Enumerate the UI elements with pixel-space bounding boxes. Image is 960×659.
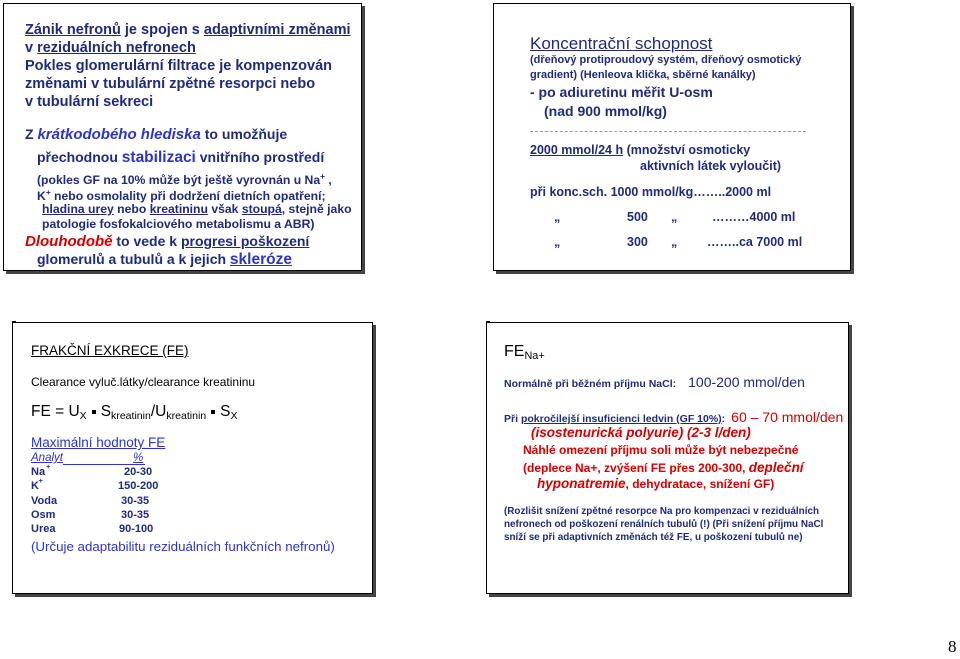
text-line: Dlouhodobě to vede k progresi poškození xyxy=(25,233,310,250)
divider xyxy=(530,131,806,132)
text-line: „ 300 „ ……..ca 7000 ml xyxy=(554,235,803,249)
text-line: v reziduálních nefronech xyxy=(25,40,196,56)
underline xyxy=(63,464,145,465)
text-line: v tubulární sekreci xyxy=(25,94,154,110)
page-number: 8 xyxy=(948,637,957,656)
slide-koncentracni-schopnost xyxy=(493,3,851,271)
table-cell-percent: 20-30 xyxy=(124,466,153,478)
text-line: nefronech od poškození renálních tubulů (!) (Při snížení příjmu NaCl xyxy=(504,519,824,530)
table-cell-percent: 150-200 xyxy=(118,480,159,493)
slide-title: Koncentrační schopnost xyxy=(530,34,713,53)
table-header xyxy=(31,452,371,466)
table-row xyxy=(31,523,331,537)
text-line: hyponatremie, dehydratace, snížení GF) xyxy=(537,476,775,491)
text-line: hladina urey nebo kreatininu však stoupá, stejně jako xyxy=(42,202,352,216)
table-cell-percent: 30-35 xyxy=(121,508,150,521)
text-line: (dřeňový protiproudový systém, dřeňový osmotický xyxy=(530,54,802,66)
text-line: Zánik nefronů je spojen s adaptivními změnami xyxy=(25,22,351,38)
text-line: Normálně při běžném příjmu NaCl: 100-200 mmol/den xyxy=(504,374,805,390)
text-line: gradient) (Henleova klička, sběrné kanálky) xyxy=(530,69,756,81)
table-cell-analyt: K xyxy=(31,480,39,493)
column-header: % xyxy=(133,452,144,464)
text-line: patologie fosfokalciového metabolismu a ABR) xyxy=(42,217,315,231)
text-line: (isostenurická polyurie) (2-3 l/den) xyxy=(531,425,751,440)
text-line: „ 500 „ ………4000 ml xyxy=(554,210,796,224)
text-line: (nad 900 mmol/kg) xyxy=(544,103,667,119)
slide-title: FRAKČNÍ EXKRECE (FE) xyxy=(31,343,189,358)
text-line: aktivních látek vyloučit) xyxy=(640,159,782,173)
text-line: (deplece Na+, zvýšení FE přes 200-300, depleční xyxy=(523,460,804,475)
table-cell-percent: 90-100 xyxy=(119,523,154,536)
table-cell-percent: 30-35 xyxy=(121,494,150,507)
note: (Určuje adaptabilitu reziduálních funkčních nefronů) xyxy=(31,539,335,554)
table-cell-analyt: Osm xyxy=(31,508,56,521)
text-line: při konc.sch. 1000 mmol/kg……..2000 ml xyxy=(530,185,772,199)
slide-reziduální-nefrony xyxy=(3,3,362,271)
text-line: Z krátkodobého hlediska to umožňuje xyxy=(25,126,288,143)
text-line: přechodnou stabilizaci vnitřního prostředí xyxy=(37,149,325,166)
table-row: K + 150-200 xyxy=(31,476,159,493)
table-cell-analyt: Voda xyxy=(31,494,58,507)
text-line: Pokles glomerulární filtrace je kompenzován xyxy=(25,58,333,74)
text-line: sníží se při adaptivních změnách též FE, u poškození tubulů ne) xyxy=(504,532,803,543)
table-row xyxy=(31,509,331,523)
table-row: Na + 20-30 xyxy=(31,462,153,478)
formula: FE = $U_X$ $S_{kreatinin}/U_{kreatinin}$ $S_X$ xyxy=(31,403,238,422)
slide-title: $FE_{Na+}$ xyxy=(504,343,545,362)
text-line: K+ nebo osmolality při dodržení dietních opatření; xyxy=(37,187,326,203)
text-line: (pokles GF na 10% může být ještě vyrovnán u Na+ , xyxy=(37,171,332,187)
text-line: (Rozlišit snížení zpětné resorpce Na pro kompenzaci v reziduálních xyxy=(504,506,819,517)
slide-frakcni-exkrece xyxy=(12,322,373,594)
slide-fe-na xyxy=(486,322,849,594)
table-cell-analyt: Urea xyxy=(31,523,56,536)
text-line: Při pokročilejší insuficienci ledvin (GF 10%): 60 – 70 mmol/den xyxy=(504,409,844,425)
text-line: změnami v tubulární zpětné resorpci nebo xyxy=(25,76,316,92)
section-heading: Maximální hodnoty FE xyxy=(31,435,166,450)
text-line: Clearance vyluč.látky/clearance kreatininu xyxy=(31,375,256,389)
table-row xyxy=(31,495,331,509)
table-cell-analyt: Na xyxy=(31,466,46,478)
text-line: 2000 mmol/24 h (množství osmoticky xyxy=(530,143,751,157)
text-line: glomerulů a tubulů a k jejich skleróze xyxy=(37,251,292,268)
text-line: Náhlé omezení příjmu soli může být nebezpečné xyxy=(523,443,799,457)
text-line: - po adiuretinu měřit U-osm xyxy=(530,84,713,100)
column-header: Analyt xyxy=(31,452,63,464)
